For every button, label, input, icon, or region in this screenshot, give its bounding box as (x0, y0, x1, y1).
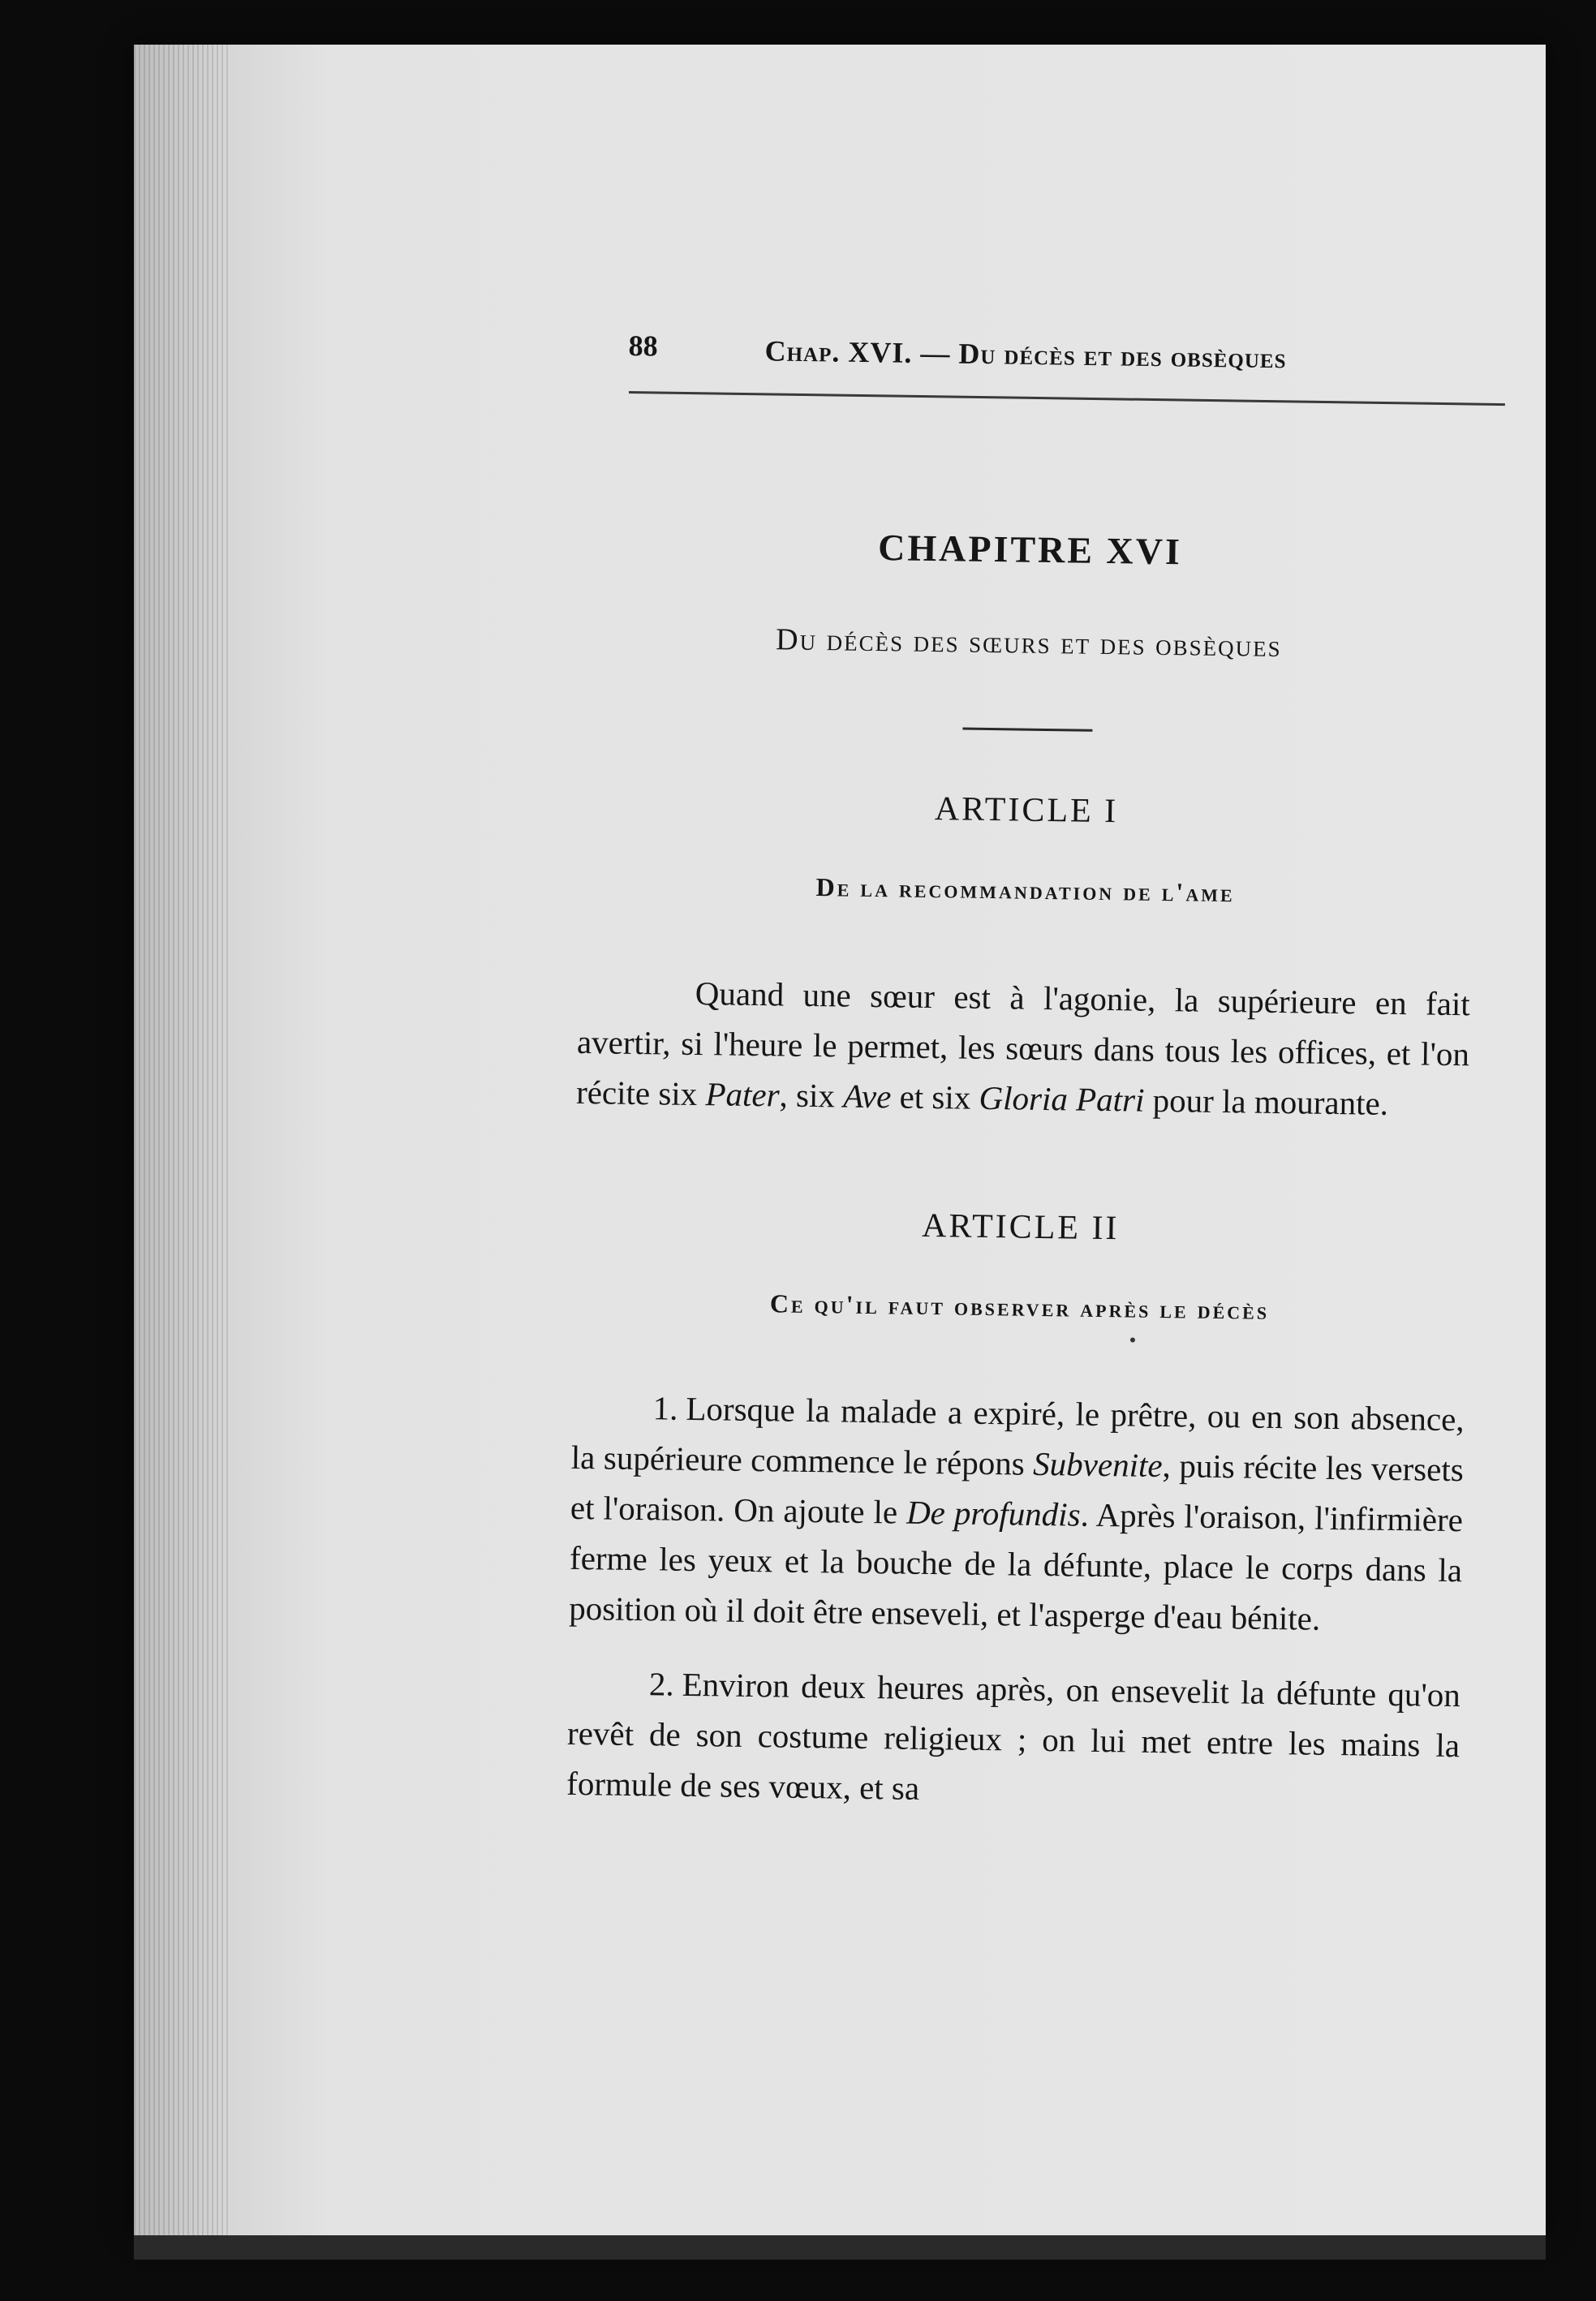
section-divider (962, 728, 1092, 732)
article-2-paragraph-2 (566, 1658, 1460, 1821)
paragraph-number: 2. (648, 1665, 675, 1703)
text-span: Environ deux heures après, on ensevelit la défunte qu'on revêt de son costume religieux ; on lui met entre les mains la formule de ses vœux, et sa (566, 1665, 1461, 1807)
running-head-text: Chap. XVI. — Du décès et des obsèques (764, 334, 1287, 375)
page-content (566, 519, 1477, 1821)
italic-ave: Ave (842, 1077, 892, 1116)
italic-subvenite: Subvenite (1032, 1444, 1163, 1485)
italic-gloria-patri: Gloria Patri (979, 1078, 1145, 1119)
printer-dot (1130, 1337, 1135, 1342)
chapter-title: CHAPITRE XVI (877, 527, 1183, 573)
article-1-paragraph (576, 966, 1470, 1129)
text-span: pour la mourante. (1144, 1081, 1389, 1122)
article-2-subtitle: Ce qu'il faut observer après le décès (769, 1288, 1270, 1325)
text-span: et six (891, 1077, 979, 1116)
page-number: 88 (628, 329, 658, 363)
article-2-title: ARTICLE II (921, 1206, 1120, 1248)
text-span: , puis récite les versets et l'oraison. On ajoute le (570, 1447, 1465, 1531)
page-edge-shadow (134, 45, 231, 2235)
scan-bottom-border (134, 2235, 1546, 2260)
text-span: . Après l'oraison, l'infirmière ferme les yeux et la bouche de la défunte, place le corps dans la position où il doit être enseveli, et l'asperge d'eau bénite. (568, 1495, 1464, 1637)
article-2-paragraph-1 (569, 1382, 1465, 1645)
paragraph-number: 1. (652, 1389, 678, 1427)
article-1-title: ARTICLE I (934, 790, 1119, 831)
text-span: Lorsque la malade a expiré, le prêtre, ou en son absence, la supérieure commence le répons (570, 1389, 1465, 1482)
article-1-subtitle: De la recommandation de l'ame (815, 872, 1235, 908)
italic-pater: Pater (705, 1075, 780, 1114)
text-span: Quand une sœur est à l'agonie, la supérieure en fait avertir, si l'heure le permet, les sœurs dans tous les offices, et l'on récite six (575, 974, 1471, 1113)
text-span: , six (779, 1076, 844, 1115)
chapter-subtitle: Du décès des sœurs et des obsèques (775, 622, 1282, 664)
italic-de-profundis: De profundis (906, 1493, 1081, 1533)
